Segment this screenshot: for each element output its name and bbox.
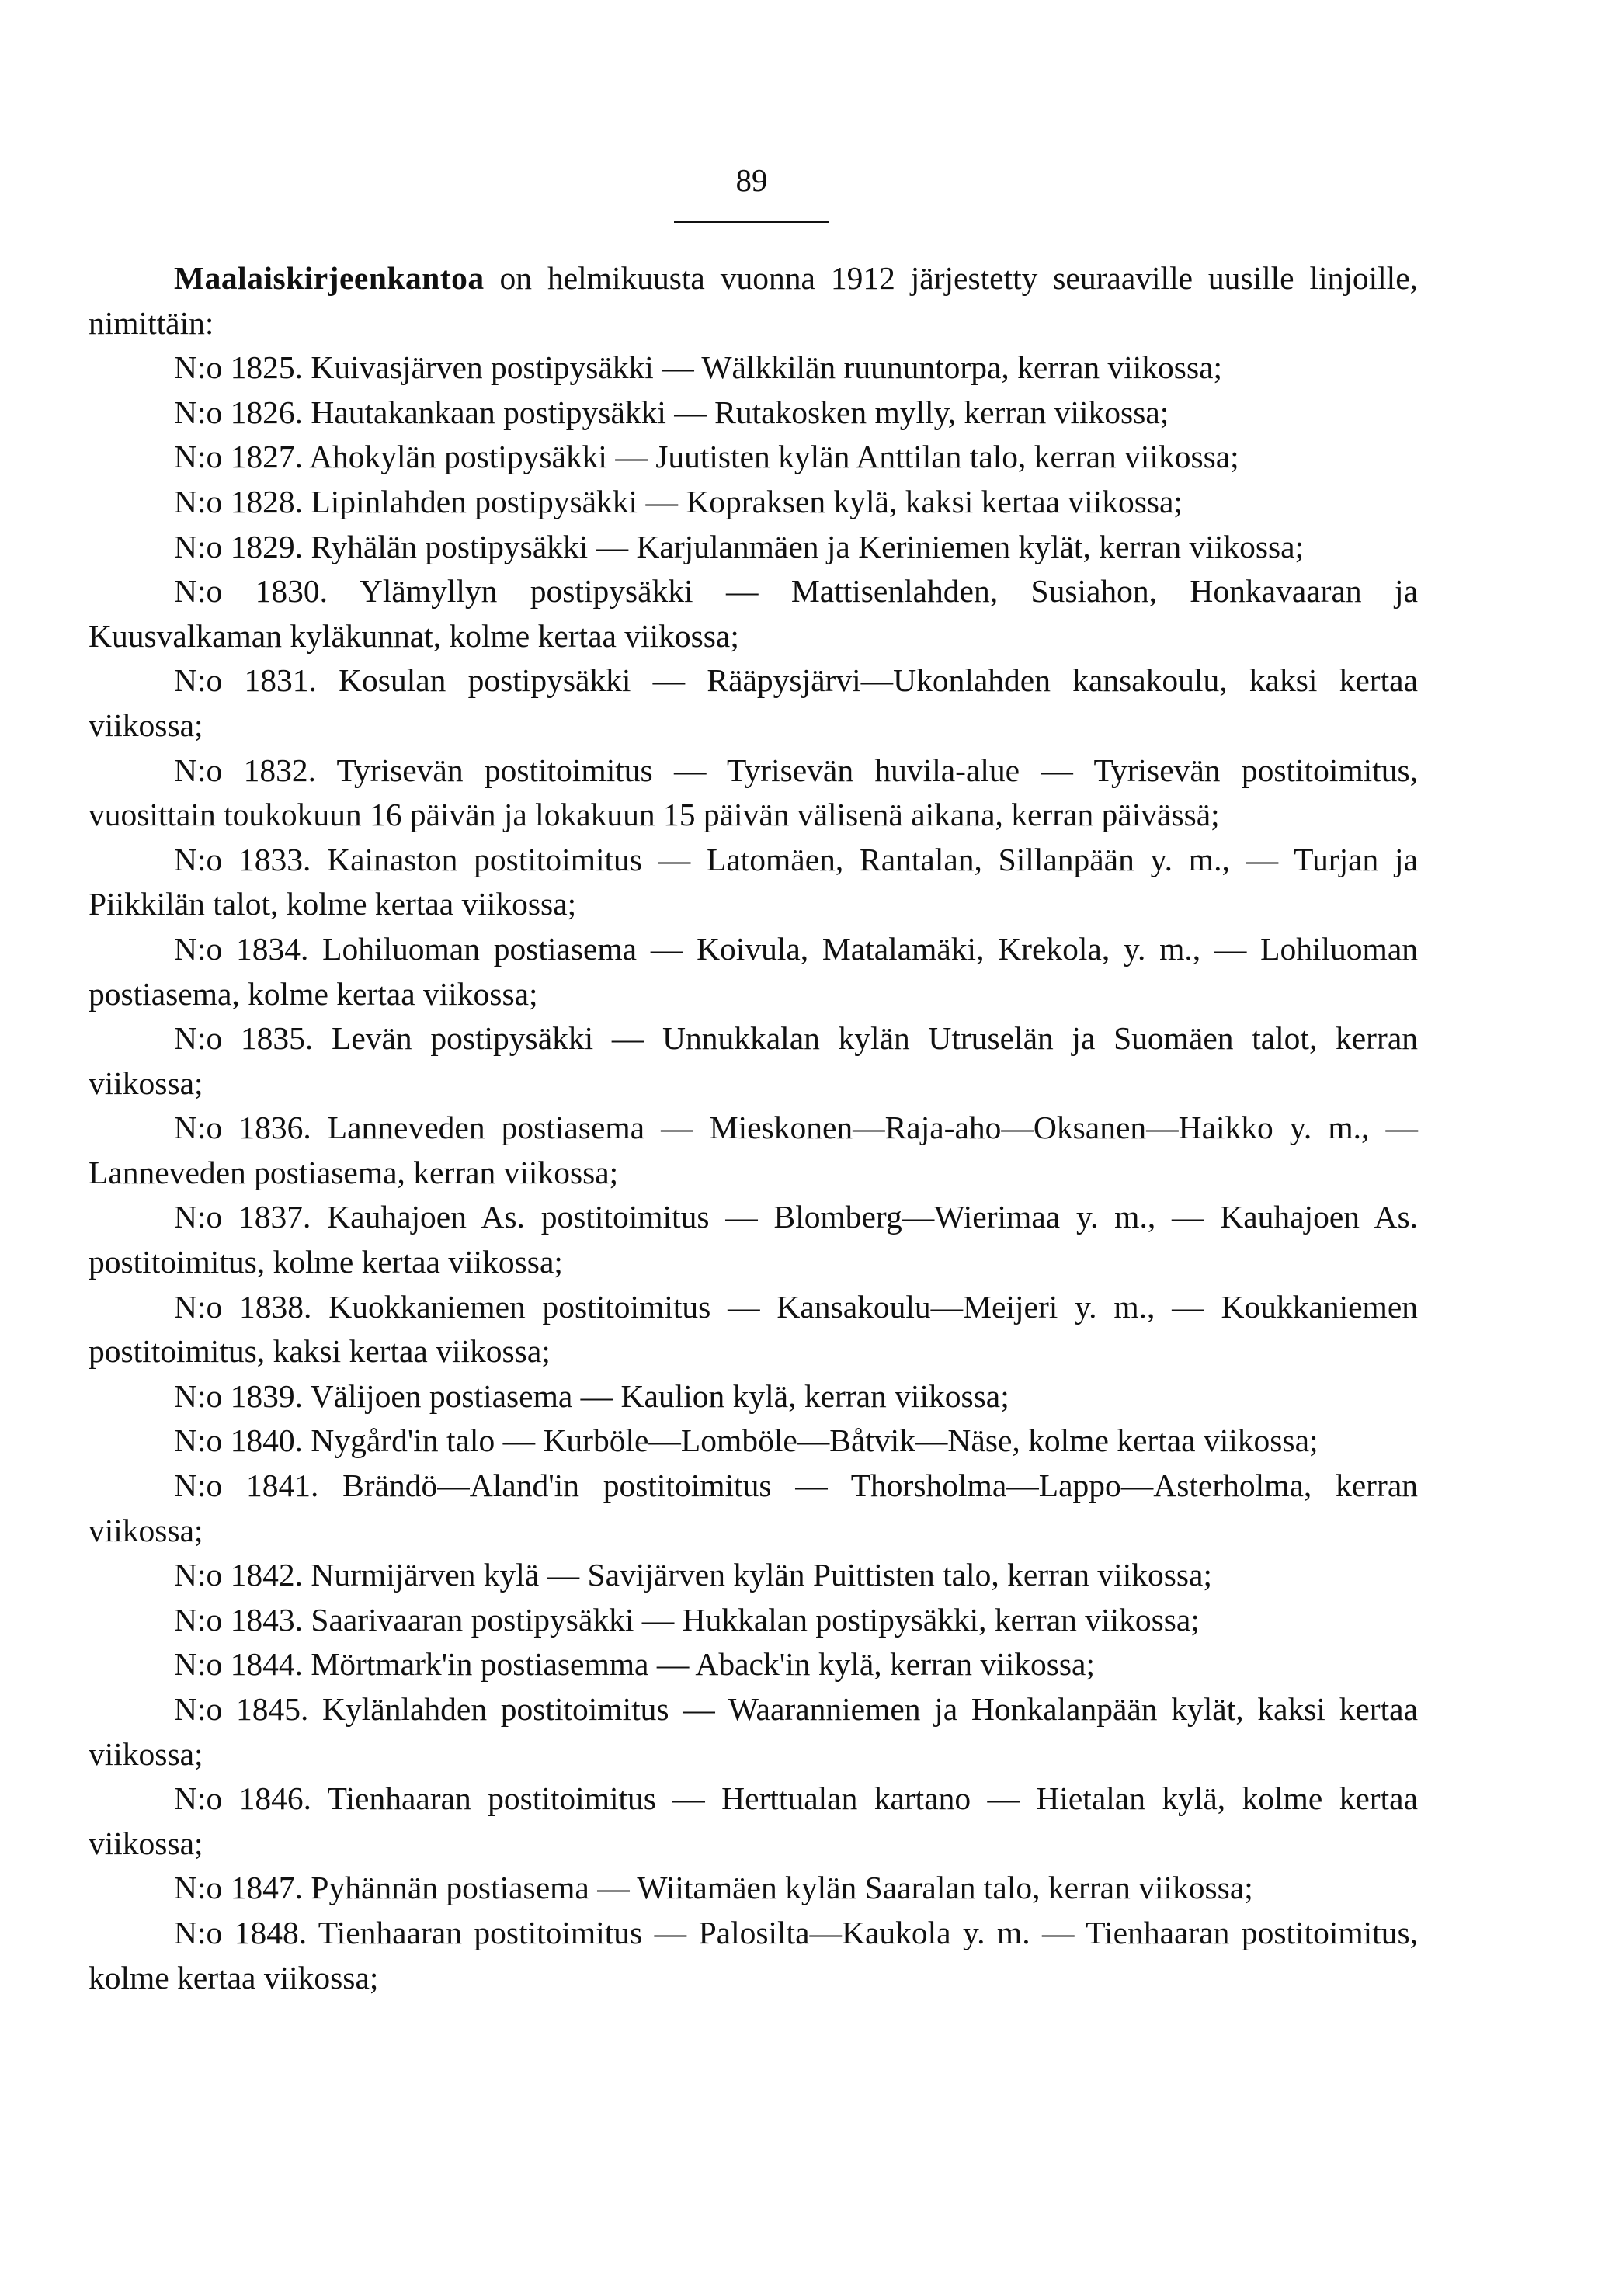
entry-1831: N:o 1831. Kosulan postipysäkki — Rääpysjärvi—Ukonlahden kansakoulu, kaksi kertaa viikossa; (89, 662, 1418, 743)
page-number-rule (674, 221, 829, 223)
entry-1839: N:o 1839. Välijoen postiasema — Kaulion kylä, kerran viikossa; (174, 1377, 1009, 1414)
page-number: 89 (735, 162, 768, 198)
entry-1844: N:o 1844. Mörtmark'in postiasemma — Aback'in kylä, kerran viikossa; (174, 1646, 1095, 1683)
entry-1847: N:o 1847. Pyhännän postiasema — Wiitamäen kylän Saaralan talo, kerran viikossa; (174, 1870, 1253, 1906)
entry-1827: N:o 1827. Ahokylän postipysäkki — Juutisten kylän Anttilan talo, kerran viikossa; (174, 439, 1239, 475)
entry-1829: N:o 1829. Ryhälän postipysäkki — Karjulanmäen ja Keriniemen kylät, kerran viikossa; (174, 528, 1305, 564)
entry-1841: N:o 1841. Brändö—Aland'in postitoimitus — Thorsholma—Lappo—Asterholma, kerran viikossa; (89, 1468, 1418, 1548)
entry-1832: N:o 1832. Tyrisevän postitoimitus — Tyrisevän huvila-alue — Tyrisevän postitoimitus, vuosittain toukokuun 16 päivän ja lokakuun 15 päivän välisenä aikana, kerran päivässä; (89, 752, 1418, 833)
intro-paragraph (89, 256, 1418, 346)
entry-1826: N:o 1826. Hautakankaan postipysäkki — Rutakosken mylly, kerran viikossa; (174, 394, 1169, 430)
entry-list (89, 346, 1418, 2000)
entry-1848: N:o 1848. Tienhaaran postitoimitus — Palosilta—Kaukola y. m. — Tienhaaran postitoimitus, kolme kertaa viikossa; (89, 1914, 1418, 1996)
page-body (89, 256, 1418, 2000)
entry-1838: N:o 1838. Kuokkaniemen postitoimitus — Kansakoulu—Meijeri y. m., — Koukkaniemen postitoimitus, kaksi kertaa viikossa; (89, 1288, 1418, 1370)
entry-1846: N:o 1846. Tienhaaran postitoimitus — Herttualan kartano — Hietalan kylä, kolme kertaa viikossa; (89, 1780, 1418, 1861)
entry-1842: N:o 1842. Nurmijärven kylä — Savijärven kylän Puittisten talo, kerran viikossa; (174, 1557, 1212, 1593)
entry-1836: N:o 1836. Lanneveden postiasema — Mieskonen—Raja-aho—Oksanen—Haikko y. m., — Lanneveden postiasema, kerran viikossa; (89, 1110, 1418, 1190)
entry-1833: N:o 1833. Kainaston postitoimitus — Latomäen, Rantalan, Sillanpään y. m., — Turjan ja Piikkilän talot, kolme kertaa viikossa; (89, 841, 1418, 922)
entry-1834: N:o 1834. Lohiluoman postiasema — Koivula, Matalamäki, Krekola, y. m., — Lohiluoman postiasema, kolme kertaa viikossa; (89, 930, 1418, 1012)
intro-lead: Maalaiskirjeenkantoa (174, 260, 485, 296)
entry-1825: N:o 1825. Kuivasjärven postipysäkki — Wälkkilän ruununtorpa, kerran viikossa; (174, 349, 1223, 386)
entry-1845: N:o 1845. Kylänlahden postitoimitus — Waaranniemen ja Honkalanpään kylät, kaksi kertaa viikossa; (89, 1691, 1418, 1772)
entry-1837: N:o 1837. Kauhajoen As. postitoimitus — Blomberg—Wierimaa y. m., — Kauhajoen As. postitoimitus, kolme kertaa viikossa; (89, 1199, 1418, 1280)
entry-1840: N:o 1840. Nygård'in talo — Kurböle—Lomböle—Båtvik—Näse, kolme kertaa viikossa; (174, 1422, 1318, 1459)
intro-text: on helmikuusta vuonna 1912 järjestetty seuraaville uusille linjoille, nimittäin: (89, 260, 1418, 341)
entry-1835: N:o 1835. Levän postipysäkki — Unnukkalan kylän Utruselän ja Suomäen talot, kerran viikossa; (89, 1020, 1418, 1101)
entry-1828: N:o 1828. Lipinlahden postipysäkki — Kopraksen kylä, kaksi kertaa viikossa; (174, 483, 1183, 519)
entry-1843: N:o 1843. Saarivaaran postipysäkki — Hukkalan postipysäkki, kerran viikossa; (174, 1601, 1200, 1638)
entry-1830: N:o 1830. Ylämyllyn postipysäkki — Mattisenlahden, Susiahon, Honkavaaran ja Kuusvalkaman kyläkunnat, kolme kertaa viikossa; (89, 573, 1418, 654)
